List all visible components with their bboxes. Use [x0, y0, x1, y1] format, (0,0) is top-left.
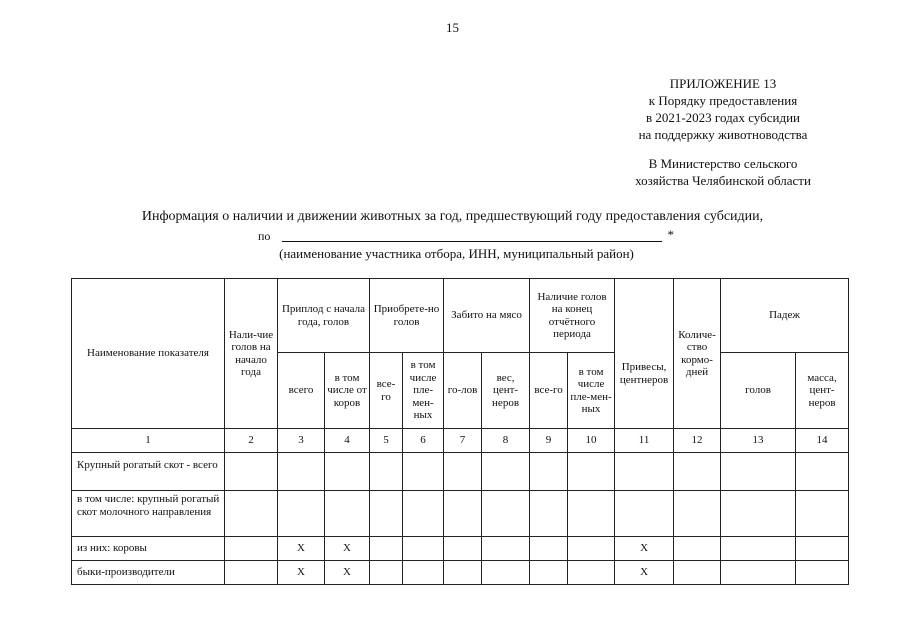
fill-in-rule	[282, 241, 662, 242]
table-cell	[568, 491, 615, 537]
header-end-breeding: в том числе пле-мен-ных	[568, 353, 615, 429]
header-start-count: Нали-чие голов на начало года	[225, 279, 278, 429]
table-cell	[530, 561, 568, 585]
header-feed-days: Количе-ство кормо-дней	[674, 279, 721, 429]
column-number: 2	[225, 429, 278, 453]
header-slaughtered: Забито на мясо	[444, 279, 530, 353]
table-cell	[444, 561, 482, 585]
addressee-line: В Министерство сельского	[648, 156, 798, 171]
table-cell: X	[325, 561, 370, 585]
table-cell	[482, 453, 530, 491]
page-number: 15	[446, 20, 459, 35]
header-offspring-cows: в том числе от коров	[325, 353, 370, 429]
header-slaughtered-weight: вес, цент-неров	[482, 353, 530, 429]
appendix-line: ПРИЛОЖЕНИЕ 13	[669, 76, 777, 91]
table-cell	[482, 537, 530, 561]
column-number: 13	[721, 429, 796, 453]
header-indicator: Наименование показателя	[72, 279, 225, 429]
table-cell	[225, 537, 278, 561]
table-cell	[568, 537, 615, 561]
footnote-asterisk: *	[667, 227, 674, 242]
column-number: 14	[796, 429, 849, 453]
column-number: 3	[278, 429, 325, 453]
addressee	[593, 155, 853, 189]
addressee-line: хозяйства Челябинской области	[635, 173, 811, 188]
table-cell: X	[615, 537, 674, 561]
table-cell	[796, 537, 849, 561]
table-cell	[796, 453, 849, 491]
table-cell	[325, 491, 370, 537]
header-acquired-breeding: в том числе пле-мен-ных	[403, 353, 444, 429]
appendix-line: в 2021-2023 годах субсидии	[645, 110, 801, 125]
table-cell	[721, 537, 796, 561]
appendix-line: к Порядку предоставления	[648, 93, 798, 108]
appendix-header	[593, 75, 853, 143]
row-label: из них: коровы	[72, 537, 225, 561]
table-cell	[225, 491, 278, 537]
table-cell	[721, 453, 796, 491]
table-cell	[403, 491, 444, 537]
header-loss-weight: масса, цент-неров	[796, 353, 849, 429]
table-row	[72, 561, 849, 585]
column-numbers-row	[72, 429, 849, 453]
table-cell	[615, 453, 674, 491]
table-cell	[568, 561, 615, 585]
header-weight-gain: Привесы, центнеров	[615, 279, 674, 429]
table-cell	[674, 537, 721, 561]
table-row	[72, 537, 849, 561]
header-acquired: Приобрете-но голов	[370, 279, 444, 353]
table-cell	[568, 453, 615, 491]
table-cell	[530, 453, 568, 491]
table-cell	[225, 561, 278, 585]
table-cell	[796, 561, 849, 585]
column-number: 12	[674, 429, 721, 453]
header-loss: Падеж	[721, 279, 849, 353]
table-cell	[444, 491, 482, 537]
header-acquired-total: все-го	[370, 353, 403, 429]
table-cell	[615, 491, 674, 537]
header-end-count: Наличие голов на конец отчётного периода	[530, 279, 615, 353]
po-label: по	[258, 229, 271, 243]
row-label: быки-производители	[72, 561, 225, 585]
table-cell	[444, 537, 482, 561]
table-cell	[482, 561, 530, 585]
table-cell	[403, 537, 444, 561]
table-cell	[370, 453, 403, 491]
table-cell	[225, 453, 278, 491]
table-cell: X	[325, 537, 370, 561]
table-cell	[674, 491, 721, 537]
table-cell	[721, 561, 796, 585]
table-cell	[403, 561, 444, 585]
table-cell	[325, 453, 370, 491]
table-cell	[482, 491, 530, 537]
table-row	[72, 453, 849, 491]
column-number: 5	[370, 429, 403, 453]
table-cell: X	[278, 561, 325, 585]
animals-table	[71, 278, 849, 585]
header-end-total: все-го	[530, 353, 568, 429]
table-cell	[530, 491, 568, 537]
table-cell	[370, 537, 403, 561]
header-offspring: Приплод с начала года, голов	[278, 279, 370, 353]
table-cell	[403, 453, 444, 491]
row-label: в том числе: крупный рогатый скот молочного направления	[72, 491, 225, 537]
participant-caption: (наименование участника отбора, ИНН, муниципальный район)	[279, 246, 634, 261]
header-offspring-total: всего	[278, 353, 325, 429]
column-number: 9	[530, 429, 568, 453]
header-slaughtered-heads: го-лов	[444, 353, 482, 429]
row-label: Крупный рогатый скот - всего	[72, 453, 225, 491]
table-cell: X	[278, 537, 325, 561]
table-cell	[721, 491, 796, 537]
column-number: 4	[325, 429, 370, 453]
column-number: 11	[615, 429, 674, 453]
column-number: 10	[568, 429, 615, 453]
table-cell	[530, 537, 568, 561]
column-number: 1	[72, 429, 225, 453]
header-loss-heads: голов	[721, 353, 796, 429]
appendix-line: на поддержку животноводства	[638, 127, 808, 142]
table-cell	[370, 491, 403, 537]
table-cell	[674, 453, 721, 491]
table-cell	[796, 491, 849, 537]
column-number: 6	[403, 429, 444, 453]
table-cell	[674, 561, 721, 585]
column-number: 7	[444, 429, 482, 453]
document-title: Информация о наличии и движении животных за год, предшествующий году предоставления субсидии,	[141, 209, 764, 224]
table-cell	[278, 453, 325, 491]
table-cell	[278, 491, 325, 537]
table-row	[72, 491, 849, 537]
table-cell	[444, 453, 482, 491]
participant-line	[244, 229, 684, 247]
table-cell	[370, 561, 403, 585]
table-cell: X	[615, 561, 674, 585]
column-number: 8	[482, 429, 530, 453]
